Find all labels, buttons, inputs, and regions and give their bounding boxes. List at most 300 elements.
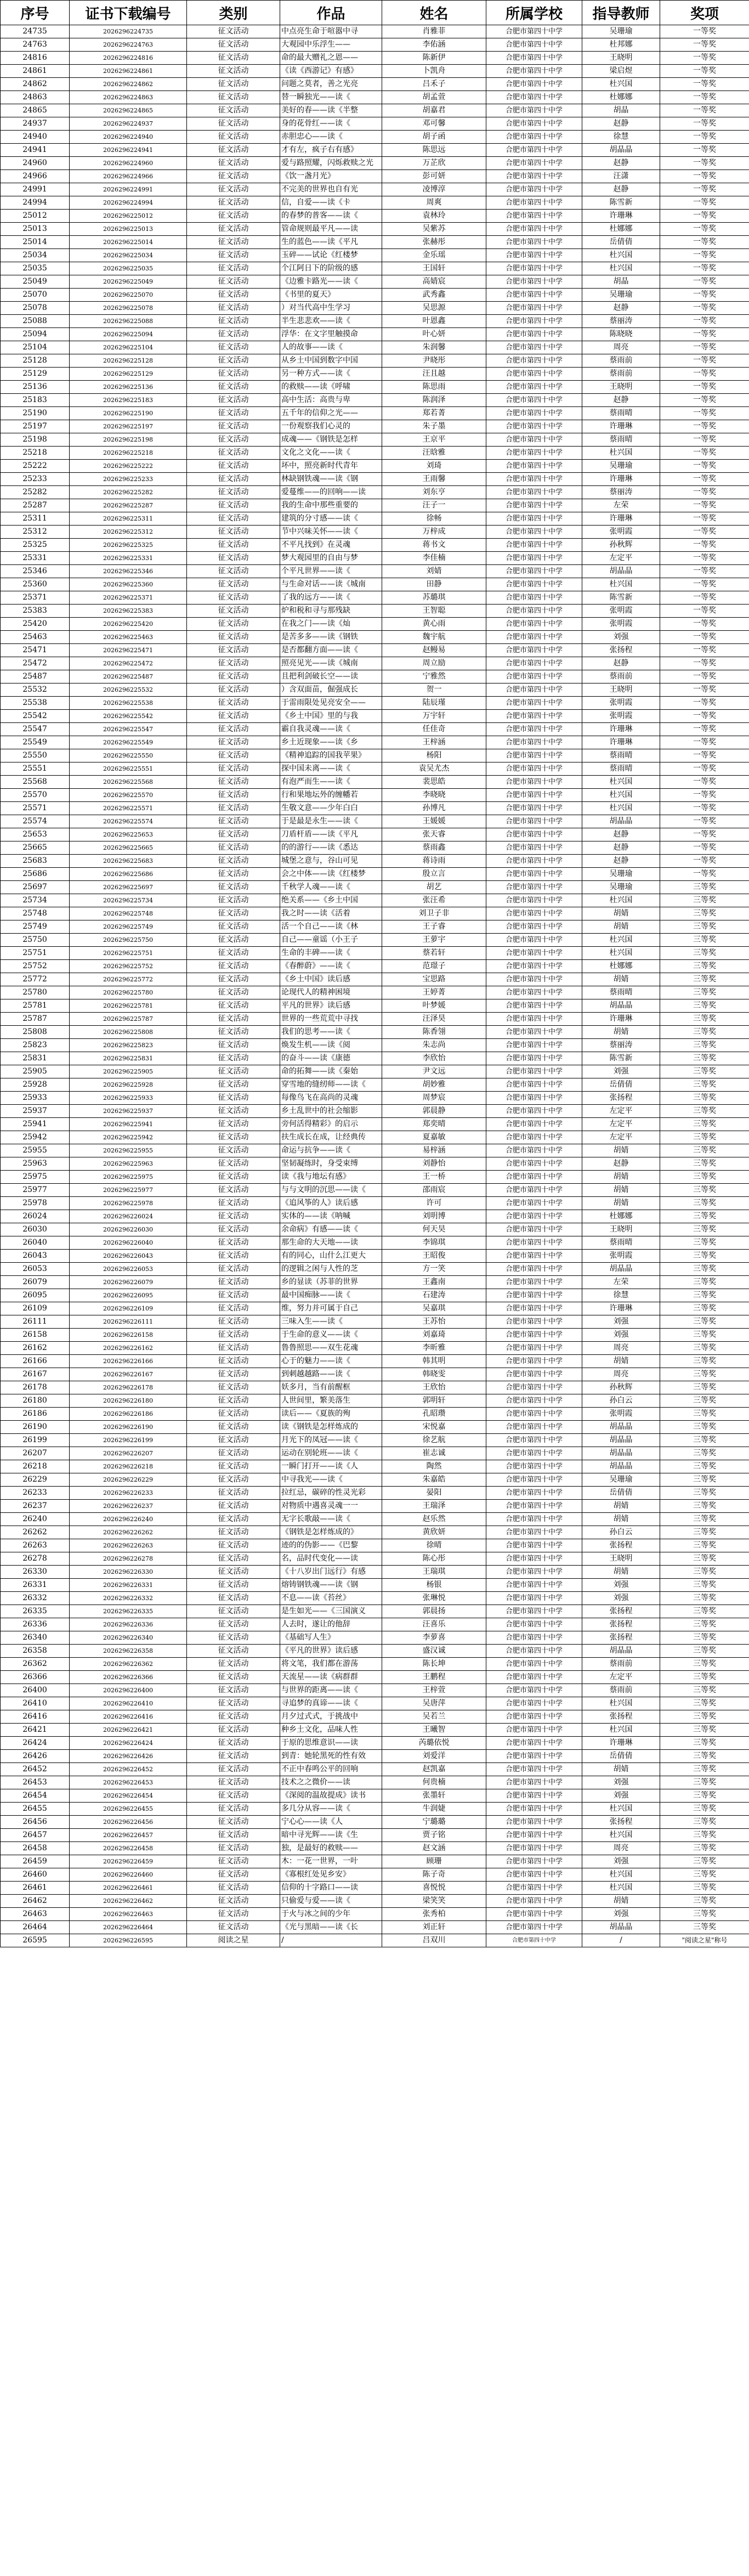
cell-school[interactable]: 合肥市第四十中学 — [486, 1579, 582, 1592]
cell-category[interactable]: 征文活动 — [187, 25, 280, 38]
cell-category[interactable]: 征文活动 — [187, 1908, 280, 1921]
cell-school[interactable]: 合肥市第四十中学 — [486, 578, 582, 591]
cell-work[interactable]: 成魂——《钢铁是怎样 — [280, 433, 382, 447]
cell-work[interactable]: 《精神追踪的国我苹果》 — [280, 749, 382, 762]
cell-name[interactable]: 汪子一 — [382, 499, 486, 512]
cell-teacher[interactable]: 王晓明 — [582, 1552, 660, 1566]
cell-teacher[interactable]: 杜兴国 — [582, 578, 660, 591]
cell-award[interactable]: 一等奖 — [660, 591, 749, 605]
cell-cert-no[interactable]: 2026296226362 — [70, 1658, 187, 1671]
cell-award[interactable]: 三等奖 — [660, 999, 749, 1013]
cell-award[interactable]: 一等奖 — [660, 776, 749, 789]
cell-serial[interactable]: 26426 — [1, 1750, 70, 1763]
cell-cert-no[interactable]: 2026296225128 — [70, 354, 187, 368]
cell-cert-no[interactable]: 2026296226218 — [70, 1460, 187, 1473]
cell-work[interactable]: 玉碎——试论《红楼梦 — [280, 249, 382, 262]
cell-name[interactable]: 万芷欣 — [382, 157, 486, 170]
cell-teacher[interactable]: 赵静 — [582, 657, 660, 670]
cell-teacher[interactable]: 岳倩倩 — [582, 236, 660, 249]
cell-work[interactable]: 维，努力并可属于自己 — [280, 1302, 382, 1315]
cell-serial[interactable]: 25568 — [1, 776, 70, 789]
cell-name[interactable]: 胡孟萱 — [382, 91, 486, 104]
cell-school[interactable]: 合肥市第四十中学 — [486, 815, 582, 828]
cell-cert-no[interactable]: 2026296225941 — [70, 1118, 187, 1131]
cell-serial[interactable]: 25078 — [1, 302, 70, 315]
cell-work[interactable]: 大观园中乐浮生—— — [280, 38, 382, 52]
cell-school[interactable]: 合肥市第四十中学 — [486, 1276, 582, 1289]
cell-work[interactable]: 才有左，疯子右有感》 — [280, 144, 382, 157]
cell-teacher[interactable]: 胡晶晶 — [582, 1263, 660, 1276]
cell-serial[interactable]: 26461 — [1, 1882, 70, 1895]
cell-school[interactable]: 合肥市第四十中学 — [486, 907, 582, 920]
cell-school[interactable]: 合肥市第四十中学 — [486, 1315, 582, 1329]
cell-teacher[interactable]: 赵静 — [582, 841, 660, 855]
cell-work[interactable]: 爱与路照耀，闪烁救赎之光 — [280, 157, 382, 170]
cell-teacher[interactable]: 杜兴国 — [582, 802, 660, 815]
cell-serial[interactable]: 25808 — [1, 1026, 70, 1039]
cell-name[interactable]: 黄心雨 — [382, 618, 486, 631]
cell-work[interactable]: ）对当代高中生学习 — [280, 302, 382, 315]
cell-serial[interactable]: 25197 — [1, 420, 70, 433]
cell-award[interactable]: 一等奖 — [660, 104, 749, 117]
cell-award[interactable]: 三等奖 — [660, 1223, 749, 1236]
cell-school[interactable]: 合肥市第四十中学 — [486, 1355, 582, 1368]
cell-teacher[interactable]: 王晓明 — [582, 683, 660, 697]
cell-teacher[interactable]: 许珊琳 — [582, 1013, 660, 1026]
cell-name[interactable]: 郭明轩 — [382, 1394, 486, 1408]
cell-school[interactable]: 合肥市第四十中学 — [486, 302, 582, 315]
cell-school[interactable]: 合肥市第四十中学 — [486, 999, 582, 1013]
cell-work[interactable]: 信，自爱——读《卡 — [280, 196, 382, 210]
cell-serial[interactable]: 24735 — [1, 25, 70, 38]
cell-school[interactable]: 合肥市第四十中学 — [486, 1460, 582, 1473]
cell-name[interactable]: 李欣怡 — [382, 1052, 486, 1065]
cell-school[interactable]: 合肥市第四十中学 — [486, 657, 582, 670]
cell-serial[interactable]: 26229 — [1, 1473, 70, 1487]
cell-teacher[interactable]: 蔡雨晴 — [582, 407, 660, 420]
cell-school[interactable]: 合肥市第四十中学 — [486, 697, 582, 710]
cell-category[interactable]: 征文活动 — [187, 1078, 280, 1092]
cell-serial[interactable]: 25311 — [1, 512, 70, 526]
cell-award[interactable]: 三等奖 — [660, 1671, 749, 1684]
cell-name[interactable]: 韩其明 — [382, 1355, 486, 1368]
cell-award[interactable]: 一等奖 — [660, 486, 749, 499]
cell-name[interactable]: 王婷菁 — [382, 986, 486, 999]
cell-award[interactable]: 三等奖 — [660, 1039, 749, 1052]
cell-name[interactable]: 杨银 — [382, 1579, 486, 1592]
cell-category[interactable]: 征文活动 — [187, 1118, 280, 1131]
cell-category[interactable]: 征文活动 — [187, 565, 280, 578]
cell-teacher[interactable]: 杜娜娜 — [582, 91, 660, 104]
cell-serial[interactable]: 26040 — [1, 1236, 70, 1250]
cell-work[interactable]: 《乡土中国》里的与我 — [280, 710, 382, 723]
cell-name[interactable]: 金乐瑶 — [382, 249, 486, 262]
cell-name[interactable]: 李萝喜 — [382, 1631, 486, 1645]
cell-work[interactable]: 迹的的伪影——《巴黎 — [280, 1539, 382, 1552]
cell-category[interactable]: 征文活动 — [187, 1236, 280, 1250]
cell-serial[interactable]: 25549 — [1, 736, 70, 749]
cell-name[interactable]: 陈润泽 — [382, 394, 486, 407]
cell-category[interactable]: 征文活动 — [187, 1552, 280, 1566]
cell-school[interactable]: 合肥市第四十中学 — [486, 828, 582, 841]
cell-category[interactable]: 征文活动 — [187, 1618, 280, 1631]
cell-name[interactable]: 崔志诚 — [382, 1447, 486, 1460]
cell-award[interactable]: 一等奖 — [660, 328, 749, 341]
cell-teacher[interactable]: 胡婧 — [582, 1566, 660, 1579]
cell-name[interactable]: 李佑涵 — [382, 38, 486, 52]
cell-serial[interactable]: 24862 — [1, 78, 70, 91]
cell-school[interactable]: 合肥市第四十中学 — [486, 486, 582, 499]
cell-award[interactable]: 三等奖 — [660, 1684, 749, 1697]
cell-school[interactable]: 合肥市第四十中学 — [486, 473, 582, 486]
cell-teacher[interactable]: 孙白云 — [582, 1526, 660, 1539]
cell-school[interactable]: 合肥市第四十中学 — [486, 1816, 582, 1829]
cell-name[interactable]: 夏嘉敏 — [382, 1131, 486, 1144]
cell-award[interactable]: 一等奖 — [660, 618, 749, 631]
cell-serial[interactable]: 25963 — [1, 1157, 70, 1171]
cell-category[interactable]: 征文活动 — [187, 447, 280, 460]
cell-category[interactable]: 征文活动 — [187, 934, 280, 947]
cell-name[interactable]: 朱志尚 — [382, 1039, 486, 1052]
cell-serial[interactable]: 25571 — [1, 802, 70, 815]
cell-cert-no[interactable]: 2026296225823 — [70, 1039, 187, 1052]
cell-name[interactable]: 郑若菁 — [382, 407, 486, 420]
cell-teacher[interactable]: 赵静 — [582, 183, 660, 196]
cell-serial[interactable]: 25780 — [1, 986, 70, 999]
cell-category[interactable]: 征文活动 — [187, 986, 280, 999]
cell-serial[interactable]: 25325 — [1, 539, 70, 552]
cell-school[interactable]: 合肥市第四十中学 — [486, 341, 582, 354]
cell-school[interactable]: 合肥市第四十中学 — [486, 104, 582, 117]
cell-work[interactable]: 到青：她轮黑死的性有效 — [280, 1750, 382, 1763]
cell-work[interactable]: 乡土乱世中的社会缩影 — [280, 1105, 382, 1118]
cell-cert-no[interactable]: 2026296225787 — [70, 1013, 187, 1026]
cell-cert-no[interactable]: 2026296225371 — [70, 591, 187, 605]
cell-serial[interactable]: 26178 — [1, 1381, 70, 1394]
cell-teacher[interactable]: 刘强 — [582, 1065, 660, 1078]
cell-school[interactable]: 合肥市第四十中学 — [486, 1618, 582, 1631]
cell-cert-no[interactable]: 2026296226162 — [70, 1342, 187, 1355]
cell-work[interactable]: 人世间里，繁美落生 — [280, 1394, 382, 1408]
cell-school[interactable]: 合肥市第四十中学 — [486, 1631, 582, 1645]
cell-teacher[interactable]: 蔡雨晴 — [582, 762, 660, 776]
cell-teacher[interactable]: 陈雪新 — [582, 591, 660, 605]
cell-award[interactable]: 三等奖 — [660, 1895, 749, 1908]
cell-category[interactable]: 征文活动 — [187, 368, 280, 381]
cell-cert-no[interactable]: 2026296226109 — [70, 1302, 187, 1315]
cell-award[interactable]: 一等奖 — [660, 131, 749, 144]
cell-work[interactable]: 信仰的十字路口——读 — [280, 1882, 382, 1895]
cell-teacher[interactable]: 岳倩倩 — [582, 1078, 660, 1092]
cell-teacher[interactable]: 吴珊瑜 — [582, 460, 660, 473]
cell-serial[interactable]: 25012 — [1, 210, 70, 223]
cell-teacher[interactable]: 胡晶晶 — [582, 1447, 660, 1460]
cell-school[interactable]: 合肥市第四十中学 — [486, 934, 582, 947]
cell-category[interactable]: 征文活动 — [187, 1473, 280, 1487]
cell-work[interactable]: 一份观察我们心灵的 — [280, 420, 382, 433]
cell-school[interactable]: 合肥市第四十中学 — [486, 1236, 582, 1250]
cell-name[interactable]: 叶心妍 — [382, 328, 486, 341]
cell-cert-no[interactable]: 2026296225034 — [70, 249, 187, 262]
cell-award[interactable]: 三等奖 — [660, 1908, 749, 1921]
cell-category[interactable]: 征文活动 — [187, 1605, 280, 1618]
cell-name[interactable]: 胡嘉君 — [382, 104, 486, 117]
cell-school[interactable]: 合肥市第四十中学 — [486, 1408, 582, 1421]
cell-cert-no[interactable]: 2026296226366 — [70, 1671, 187, 1684]
cell-cert-no[interactable]: 2026296226233 — [70, 1487, 187, 1500]
cell-award[interactable]: 一等奖 — [660, 183, 749, 196]
cell-cert-no[interactable]: 2026296226335 — [70, 1605, 187, 1618]
cell-serial[interactable]: 25463 — [1, 631, 70, 644]
cell-category[interactable]: 征文活动 — [187, 223, 280, 236]
cell-school[interactable]: 合肥市第四十中学 — [486, 65, 582, 78]
cell-award[interactable]: 一等奖 — [660, 841, 749, 855]
cell-school[interactable]: 合肥市第四十中学 — [486, 78, 582, 91]
cell-serial[interactable]: 25937 — [1, 1105, 70, 1118]
cell-cert-no[interactable]: 2026296225218 — [70, 447, 187, 460]
cell-teacher[interactable]: 杜邦娜 — [582, 38, 660, 52]
cell-serial[interactable]: 25772 — [1, 973, 70, 986]
cell-name[interactable]: 范璟子 — [382, 960, 486, 973]
cell-school[interactable]: 合肥市第四十中学 — [486, 1829, 582, 1842]
cell-school[interactable]: 合肥市第四十中学 — [486, 1105, 582, 1118]
cell-cert-no[interactable]: 2026296226180 — [70, 1394, 187, 1408]
cell-cert-no[interactable]: 2026296225094 — [70, 328, 187, 341]
cell-school[interactable]: 合肥市第四十中学 — [486, 1263, 582, 1276]
cell-serial[interactable]: 25383 — [1, 605, 70, 618]
cell-teacher[interactable]: 许珊琳 — [582, 1302, 660, 1315]
cell-work[interactable]: 穿雪地的缝纫师——读《 — [280, 1078, 382, 1092]
cell-category[interactable]: 征文活动 — [187, 157, 280, 170]
cell-category[interactable]: 征文活动 — [187, 512, 280, 526]
cell-cert-no[interactable]: 2026296225222 — [70, 460, 187, 473]
cell-work[interactable]: 每像鸟飞在高尚的灵魂 — [280, 1092, 382, 1105]
cell-cert-no[interactable]: 2026296226040 — [70, 1236, 187, 1250]
cell-cert-no[interactable]: 2026296225686 — [70, 868, 187, 881]
cell-work[interactable]: 于是最是永生——读《 — [280, 815, 382, 828]
cell-teacher[interactable]: 杜娜娜 — [582, 1210, 660, 1223]
cell-work[interactable]: 了我的远方——读《 — [280, 591, 382, 605]
cell-category[interactable]: 征文活动 — [187, 1684, 280, 1697]
cell-name[interactable]: 胡子函 — [382, 131, 486, 144]
cell-cert-no[interactable]: 2026296225734 — [70, 894, 187, 907]
cell-category[interactable]: 征文活动 — [187, 526, 280, 539]
cell-work[interactable]: 《寡根红处见乡安》 — [280, 1868, 382, 1882]
cell-category[interactable]: 征文活动 — [187, 1315, 280, 1329]
cell-teacher[interactable]: 周亮 — [582, 1842, 660, 1855]
cell-work[interactable]: 《饮一盏月光》 — [280, 170, 382, 183]
cell-work[interactable]: 活一个自己——读《林 — [280, 920, 382, 934]
cell-name[interactable]: 叶梦媛 — [382, 999, 486, 1013]
cell-school[interactable]: 合肥市第四十中学 — [486, 841, 582, 855]
cell-award[interactable]: 三等奖 — [660, 1855, 749, 1868]
cell-award[interactable]: 三等奖 — [660, 1526, 749, 1539]
cell-school[interactable]: 合肥市第四十中学 — [486, 183, 582, 196]
cell-work[interactable]: 读《我与地坛有感》 — [280, 1171, 382, 1184]
cell-work[interactable]: 《乡土中国》读后感 — [280, 973, 382, 986]
cell-name[interactable]: 苏璐琪 — [382, 591, 486, 605]
cell-work[interactable]: 梦大观园里的自由与梦 — [280, 552, 382, 565]
cell-name[interactable]: 宁璐璐 — [382, 1816, 486, 1829]
cell-name[interactable]: 孔昭瓒 — [382, 1408, 486, 1421]
cell-school[interactable]: 合肥市第四十中学 — [486, 1447, 582, 1460]
cell-award[interactable]: 三等奖 — [660, 1737, 749, 1750]
cell-serial[interactable]: 25748 — [1, 907, 70, 920]
cell-name[interactable]: 梁笑笑 — [382, 1895, 486, 1908]
cell-name[interactable]: 盛汉诚 — [382, 1645, 486, 1658]
cell-work[interactable]: 身的花骨红——读《 — [280, 117, 382, 131]
cell-teacher[interactable]: 刘强 — [582, 1789, 660, 1803]
cell-cert-no[interactable]: 2026296225312 — [70, 526, 187, 539]
cell-category[interactable]: 征文活动 — [187, 999, 280, 1013]
cell-teacher[interactable]: 岳倩倩 — [582, 1750, 660, 1763]
cell-teacher[interactable]: 杜兴国 — [582, 249, 660, 262]
cell-name[interactable]: 赵文涵 — [382, 1842, 486, 1855]
cell-category[interactable]: 征文活动 — [187, 78, 280, 91]
cell-serial[interactable]: 26456 — [1, 1816, 70, 1829]
cell-cert-no[interactable]: 2026296226053 — [70, 1263, 187, 1276]
cell-award[interactable]: 三等奖 — [660, 1342, 749, 1355]
cell-work[interactable]: 《平凡的世界》读后感 — [280, 1645, 382, 1658]
cell-teacher[interactable]: 杜兴国 — [582, 894, 660, 907]
cell-category[interactable]: 征文活动 — [187, 1566, 280, 1579]
cell-school[interactable]: 合肥市第四十中学 — [486, 315, 582, 328]
cell-award[interactable]: 一等奖 — [660, 723, 749, 736]
cell-serial[interactable]: 24941 — [1, 144, 70, 157]
cell-name[interactable]: 郭晨扬 — [382, 1605, 486, 1618]
cell-teacher[interactable]: 胡婧 — [582, 973, 660, 986]
cell-cert-no[interactable]: 2026296225928 — [70, 1078, 187, 1092]
cell-school[interactable]: 合肥市第四十中学 — [486, 539, 582, 552]
cell-work[interactable]: 实体的——读《呐喊 — [280, 1210, 382, 1223]
cell-school[interactable]: 合肥市第四十中学 — [486, 526, 582, 539]
cell-teacher[interactable]: 左荣 — [582, 1276, 660, 1289]
cell-cert-no[interactable]: 2026296225905 — [70, 1065, 187, 1078]
cell-category[interactable]: 征文活动 — [187, 1355, 280, 1368]
cell-award[interactable]: 一等奖 — [660, 157, 749, 170]
cell-award[interactable]: 三等奖 — [660, 1013, 749, 1026]
cell-school[interactable]: 合肥市第四十中学 — [486, 1342, 582, 1355]
cell-school[interactable]: 合肥市第四十中学 — [486, 131, 582, 144]
cell-category[interactable]: 征文活动 — [187, 736, 280, 749]
cell-category[interactable]: 征文活动 — [187, 117, 280, 131]
cell-serial[interactable]: 25975 — [1, 1171, 70, 1184]
cell-cert-no[interactable]: 2026296225197 — [70, 420, 187, 433]
cell-serial[interactable]: 25287 — [1, 499, 70, 512]
cell-serial[interactable]: 25136 — [1, 381, 70, 394]
cell-teacher[interactable]: 刘强 — [582, 1329, 660, 1342]
cell-work[interactable]: 不息——读《苔丝》 — [280, 1592, 382, 1605]
cell-award[interactable]: 一等奖 — [660, 262, 749, 275]
cell-category[interactable]: 征文活动 — [187, 1750, 280, 1763]
cell-teacher[interactable]: 胡婧 — [582, 1500, 660, 1513]
cell-serial[interactable]: 25942 — [1, 1131, 70, 1144]
cell-work[interactable]: 炉和税和寻与那残缺 — [280, 605, 382, 618]
cell-cert-no[interactable]: 2026296225014 — [70, 236, 187, 249]
cell-teacher[interactable]: 胡婧 — [582, 920, 660, 934]
cell-school[interactable]: 合肥市第四十中学 — [486, 1789, 582, 1803]
cell-name[interactable]: 凌博淳 — [382, 183, 486, 196]
cell-serial[interactable]: 24937 — [1, 117, 70, 131]
cell-category[interactable]: 征文活动 — [187, 1026, 280, 1039]
cell-category[interactable]: 征文活动 — [187, 605, 280, 618]
cell-serial[interactable]: 25749 — [1, 920, 70, 934]
cell-teacher[interactable]: 蔡雨晴 — [582, 1236, 660, 1250]
cell-category[interactable]: 征文活动 — [187, 749, 280, 762]
cell-serial[interactable]: 26180 — [1, 1394, 70, 1408]
cell-school[interactable]: 合肥市第四十中学 — [486, 1539, 582, 1552]
cell-name[interactable]: 宋悦嘉 — [382, 1421, 486, 1434]
cell-school[interactable]: 合肥市第四十中学 — [486, 565, 582, 578]
cell-school[interactable]: 合肥市第四十中学 — [486, 1302, 582, 1315]
cell-category[interactable]: 征文活动 — [187, 1631, 280, 1645]
cell-category[interactable]: 征文活动 — [187, 1579, 280, 1592]
cell-work[interactable]: 《边雅卡路光——读《 — [280, 275, 382, 289]
cell-work[interactable]: 暗中寻光辉——读《生 — [280, 1829, 382, 1842]
cell-work[interactable]: 会之中体——读《红楼梦 — [280, 868, 382, 881]
cell-award[interactable]: 一等奖 — [660, 368, 749, 381]
cell-school[interactable]: 合肥市第四十中学 — [486, 1078, 582, 1092]
cell-school[interactable]: 合肥市第四十中学 — [486, 618, 582, 631]
cell-cert-no[interactable]: 2026296225233 — [70, 473, 187, 486]
cell-award[interactable]: 一等奖 — [660, 407, 749, 420]
cell-teacher[interactable]: 赵静 — [582, 855, 660, 868]
cell-name[interactable]: 李晓晓 — [382, 789, 486, 802]
cell-serial[interactable]: 26240 — [1, 1513, 70, 1526]
cell-serial[interactable]: 25198 — [1, 433, 70, 447]
cell-work[interactable]: 绝关系——《乡土中国 — [280, 894, 382, 907]
cell-serial[interactable]: 26410 — [1, 1697, 70, 1710]
cell-cert-no[interactable]: 2026296225542 — [70, 710, 187, 723]
cell-name[interactable]: 王欣怡 — [382, 1381, 486, 1394]
cell-work[interactable]: 人的故事——读《 — [280, 341, 382, 354]
cell-category[interactable]: 征文活动 — [187, 1710, 280, 1724]
cell-serial[interactable]: 25034 — [1, 249, 70, 262]
cell-award[interactable]: 三等奖 — [660, 1157, 749, 1171]
cell-work[interactable]: 拉红忌，碳碎的性灵光彩 — [280, 1487, 382, 1500]
cell-school[interactable]: 合肥市第四十中学 — [486, 802, 582, 815]
cell-work[interactable]: 命运与抗争——读《 — [280, 1144, 382, 1157]
cell-name[interactable]: 袁吴尤杰 — [382, 762, 486, 776]
cell-school[interactable]: 合肥市第四十中学 — [486, 1223, 582, 1236]
cell-category[interactable]: 征文活动 — [187, 973, 280, 986]
cell-work[interactable]: 生敬文意——少年白白 — [280, 802, 382, 815]
cell-cert-no[interactable]: 2026296226457 — [70, 1829, 187, 1842]
cell-name[interactable]: 刘明博 — [382, 1210, 486, 1223]
cell-school[interactable]: 合肥市第四十中学 — [486, 1671, 582, 1684]
cell-work[interactable]: 乡的显读（苏菲的世界 — [280, 1276, 382, 1289]
cell-serial[interactable]: 24863 — [1, 91, 70, 104]
cell-award[interactable]: 三等奖 — [660, 947, 749, 960]
cell-cert-no[interactable]: 2026296226421 — [70, 1724, 187, 1737]
cell-school[interactable]: 合肥市第四十中学 — [486, 25, 582, 38]
cell-school[interactable]: 合肥市第四十中学 — [486, 1921, 582, 1934]
cell-serial[interactable]: 26190 — [1, 1421, 70, 1434]
cell-award[interactable]: 一等奖 — [660, 249, 749, 262]
cell-teacher[interactable]: 许珊琳 — [582, 473, 660, 486]
cell-school[interactable]: 合肥市第四十中学 — [486, 1131, 582, 1144]
cell-category[interactable]: 征文活动 — [187, 1421, 280, 1434]
cell-award[interactable]: 三等奖 — [660, 1421, 749, 1434]
cell-teacher[interactable]: 张扬程 — [582, 1092, 660, 1105]
cell-work[interactable]: 妖多月，当有前醒框 — [280, 1381, 382, 1394]
cell-name[interactable]: 何天昊 — [382, 1223, 486, 1236]
cell-cert-no[interactable]: 2026296225070 — [70, 289, 187, 302]
cell-category[interactable]: 征文活动 — [187, 1526, 280, 1539]
cell-work[interactable]: 熔铸钢铁魂——读《钢 — [280, 1579, 382, 1592]
cell-category[interactable]: 征文活动 — [187, 1868, 280, 1882]
cell-teacher[interactable]: 左定平 — [582, 1131, 660, 1144]
